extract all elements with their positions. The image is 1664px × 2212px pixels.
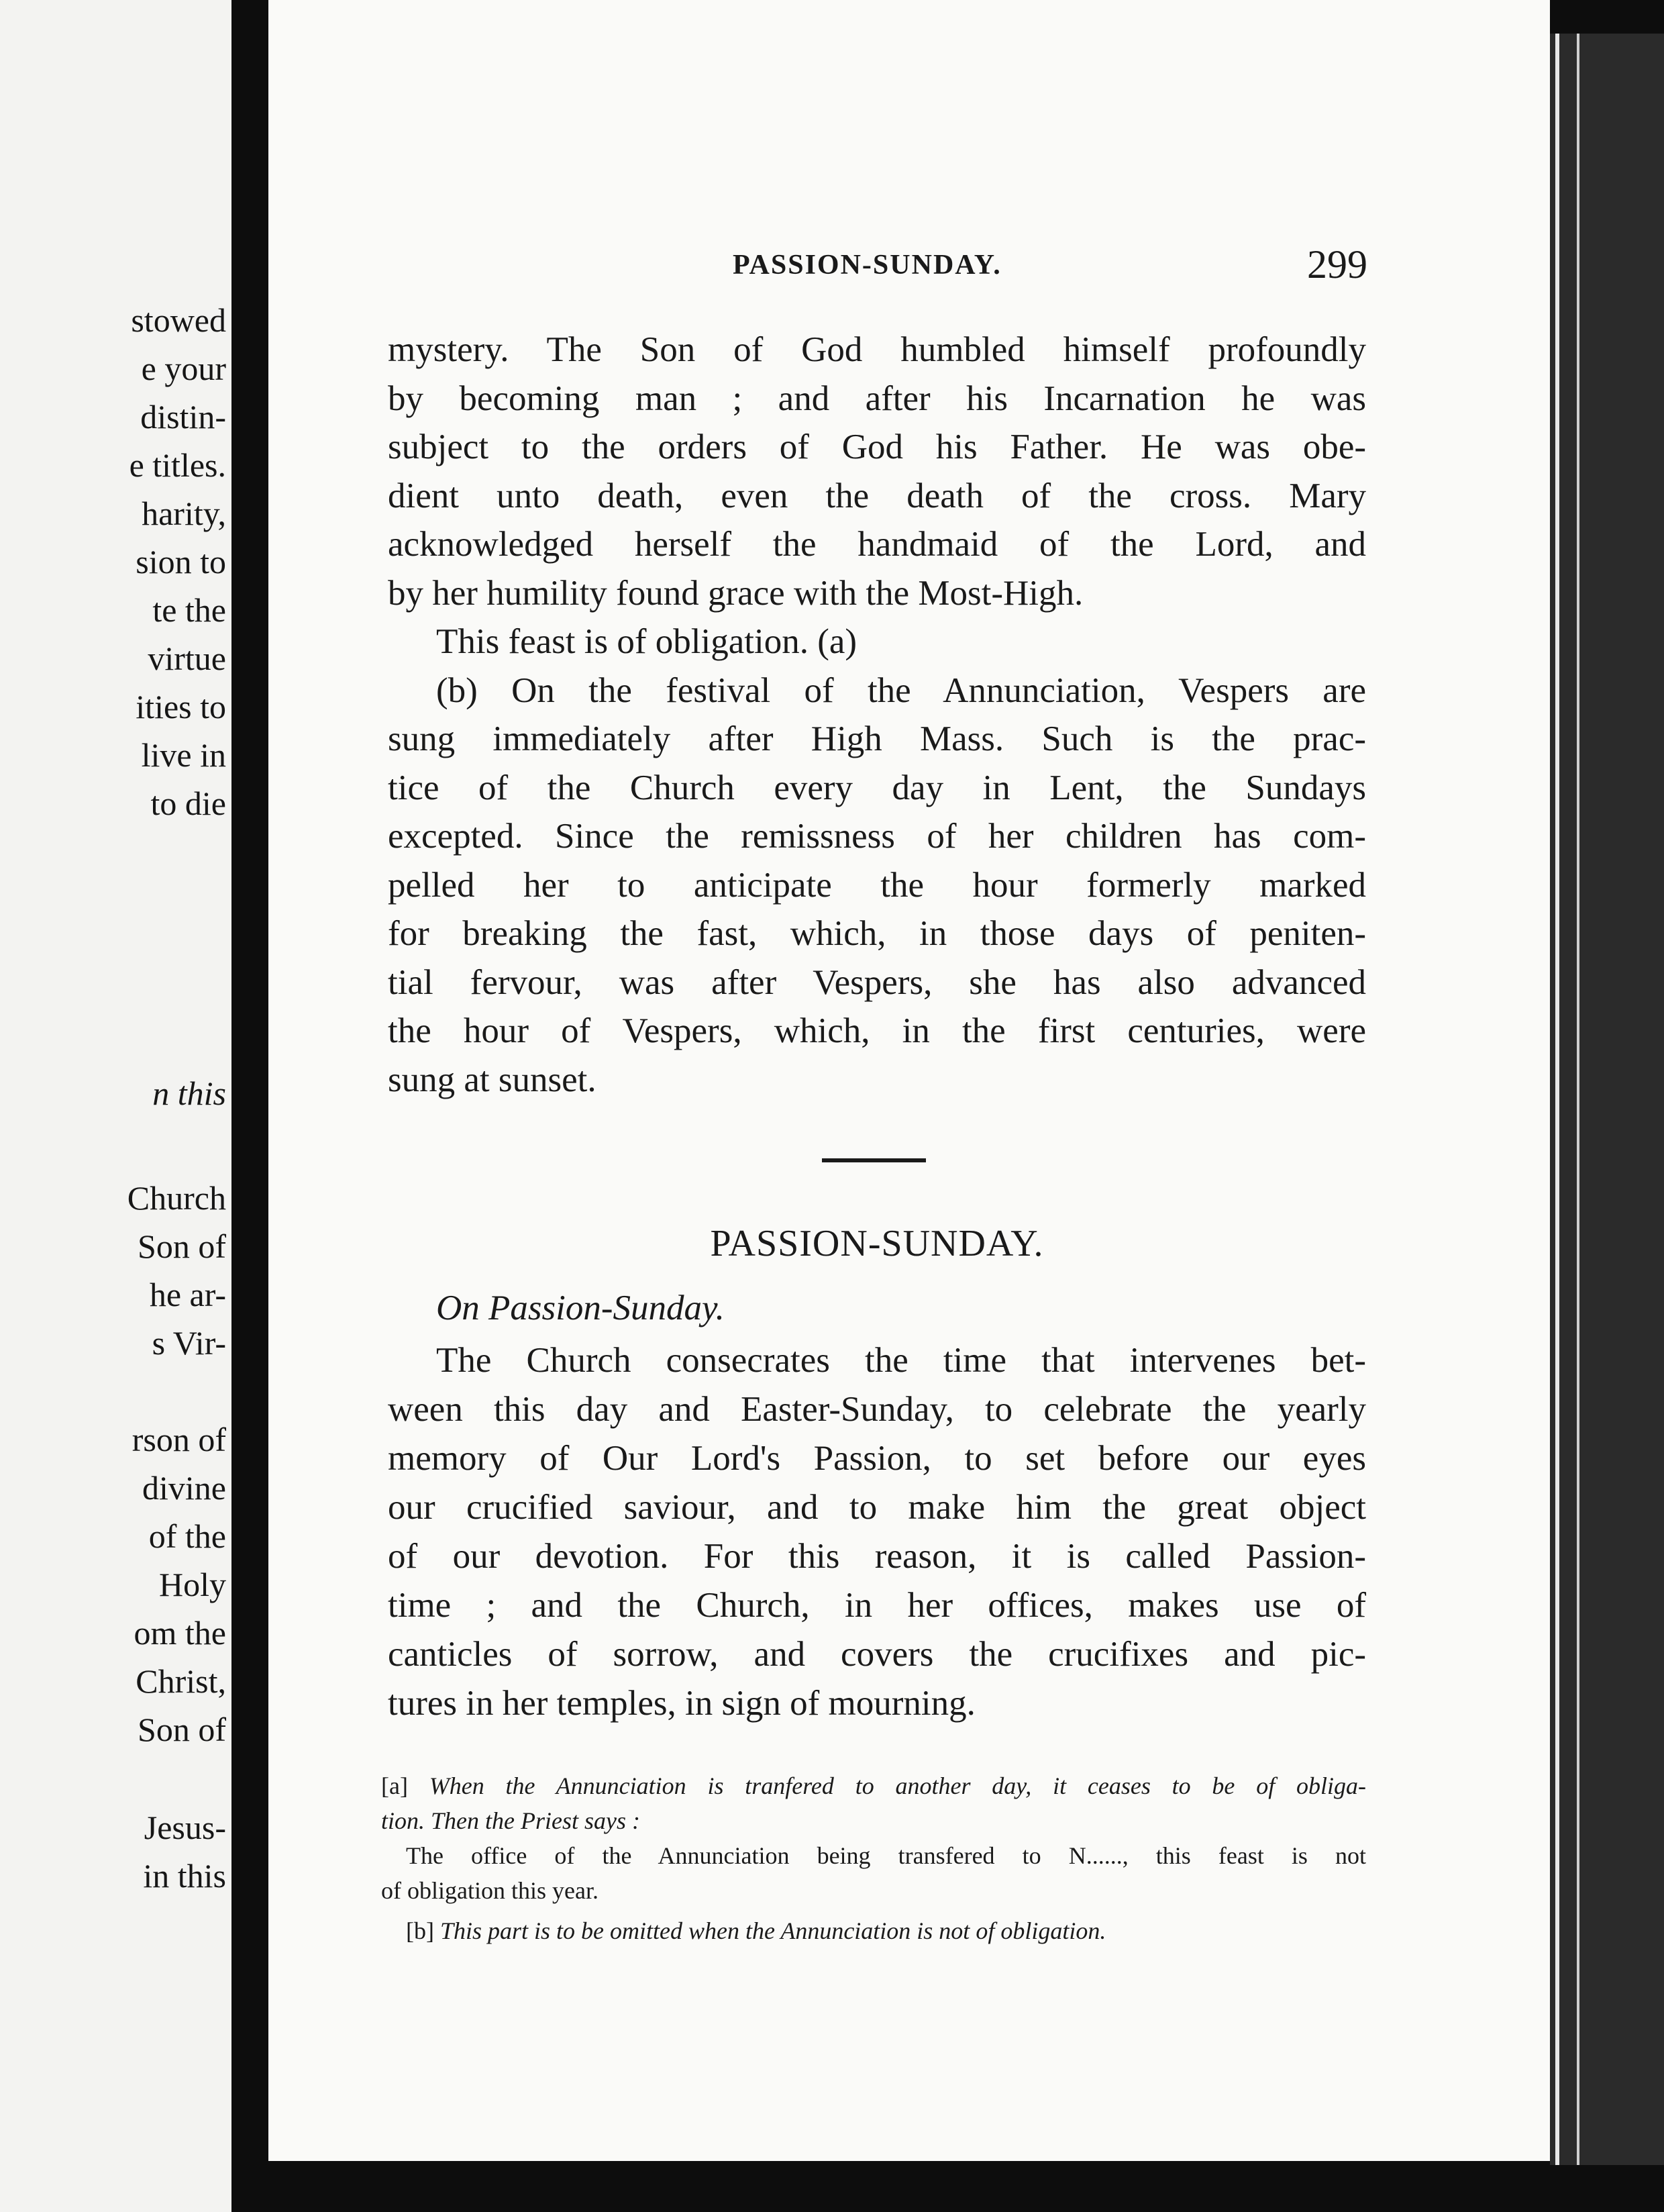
left-page-fragment: rson of	[132, 1421, 226, 1458]
left-facing-page	[0, 0, 231, 2212]
paragraph-line: (b) On the festival of the Annunciation, Vespers are	[436, 670, 1366, 710]
footnote-a-text: When the Annunciation is tranfered to another day, it ceases to be of obliga-	[429, 1772, 1367, 1799]
running-head: PASSION-SUNDAY.	[733, 250, 1002, 281]
left-page-fragment: ities to	[136, 688, 226, 725]
paragraph-line: pelled her to anticipate the hour formerly marked	[388, 865, 1366, 905]
paragraph-line: by becoming man ; and after his Incarnation he was	[388, 379, 1366, 418]
footnote-b-line	[406, 1917, 1366, 1946]
page-edge-line	[1577, 34, 1579, 2165]
left-page-fragment: harity,	[142, 495, 226, 532]
section-heading: PASSION-SUNDAY.	[710, 1223, 1044, 1264]
left-page-fragment: in this	[143, 1857, 226, 1895]
left-page-fragment: stowed	[131, 301, 226, 339]
paragraph-line: This feast is of obligation. (a)	[436, 622, 857, 661]
paragraph-line: dient unto death, even the death of the cross. Mary	[388, 476, 1366, 515]
paragraph-line: by her humility found grace with the Most-High.	[388, 573, 1084, 613]
paragraph-line: sung at sunset.	[388, 1060, 596, 1099]
page-edge-line	[1555, 34, 1559, 2165]
left-page-fragment: distin-	[140, 398, 226, 436]
paragraph-line: the hour of Vespers, which, in the first centuries, were	[388, 1011, 1366, 1050]
footnote-b-marker: [b]	[406, 1917, 434, 1944]
page-number: 299	[1307, 242, 1367, 287]
paragraph-line: excepted. Since the remissness of her children has com-	[388, 817, 1366, 856]
footnote-a-line	[381, 1772, 1366, 1801]
left-page-fragment: live in	[141, 736, 226, 774]
footnote-a-line: The office of the Annunciation being transfered to N......, this feast is not	[406, 1842, 1366, 1869]
paragraph-line: sung immediately after High Mass. Such is the prac-	[388, 719, 1366, 758]
left-page-fragment: Son of	[138, 1227, 226, 1265]
left-page-fragment: he ar-	[149, 1276, 226, 1313]
section-line: memory of Our Lord's Passion, to set before our eyes	[388, 1439, 1366, 1478]
paragraph-line: subject to the orders of God his Father. He was obe-	[388, 428, 1366, 466]
left-page-fragment: Church	[127, 1179, 226, 1217]
left-page-fragment: to die	[150, 785, 226, 822]
left-page-fragment: Jesus-	[144, 1809, 226, 1846]
left-page-fragment: e your	[141, 350, 226, 387]
section-line: ween this day and Easter-Sunday, to celebrate the yearly	[388, 1390, 1366, 1429]
section-subheading: On Passion-Sunday.	[436, 1289, 725, 1327]
left-page-fragment: of the	[148, 1517, 226, 1555]
left-page-fragment: virtue	[148, 640, 226, 677]
section-line: of our devotion. For this reason, it is called Passion-	[388, 1537, 1366, 1576]
right-page-edge	[1550, 34, 1664, 2165]
paragraph-line: tial fervour, was after Vespers, she has also advanced	[388, 962, 1366, 1002]
footnote-b-text: This part is to be omitted when the Annunciation is not of obligation.	[439, 1917, 1106, 1944]
section-line: tures in her temples, in sign of mourning.	[388, 1684, 976, 1723]
left-page-fragment: Son of	[138, 1711, 226, 1748]
paragraph-line: acknowledged herself the handmaid of the Lord, and	[388, 525, 1366, 564]
left-page-fragment: s Vir-	[152, 1324, 226, 1362]
left-page-fragment: sion to	[136, 543, 226, 581]
section-line: time ; and the Church, in her offices, makes use of	[388, 1586, 1366, 1625]
section-line: The Church consecrates the time that intervenes bet-	[436, 1341, 1366, 1380]
left-page-fragment: om the	[134, 1614, 226, 1652]
footnote-a-line: tion. Then the Priest says :	[381, 1807, 640, 1834]
left-page-fragment: divine	[142, 1469, 226, 1507]
paragraph-line: mystery. The Son of God humbled himself profoundly	[388, 330, 1366, 369]
footnote-a-line: of obligation this year.	[381, 1877, 599, 1904]
left-page-fragment: te the	[152, 591, 226, 629]
paragraph-line: for breaking the fast, which, in those days of peniten-	[388, 914, 1366, 953]
left-page-fragment: n this	[152, 1074, 226, 1112]
left-page-fragment: Christ,	[136, 1662, 226, 1700]
footnote-a-marker: [a]	[381, 1772, 408, 1799]
left-page-fragment: Holy	[159, 1566, 226, 1603]
section-line: canticles of sorrow, and covers the crucifixes and pic-	[388, 1635, 1366, 1674]
section-divider	[822, 1158, 926, 1162]
left-page-fragment: e titles.	[129, 446, 226, 484]
paragraph-line: tice of the Church every day in Lent, the Sundays	[388, 768, 1366, 807]
section-line: our crucified saviour, and to make him the great object	[388, 1488, 1366, 1527]
